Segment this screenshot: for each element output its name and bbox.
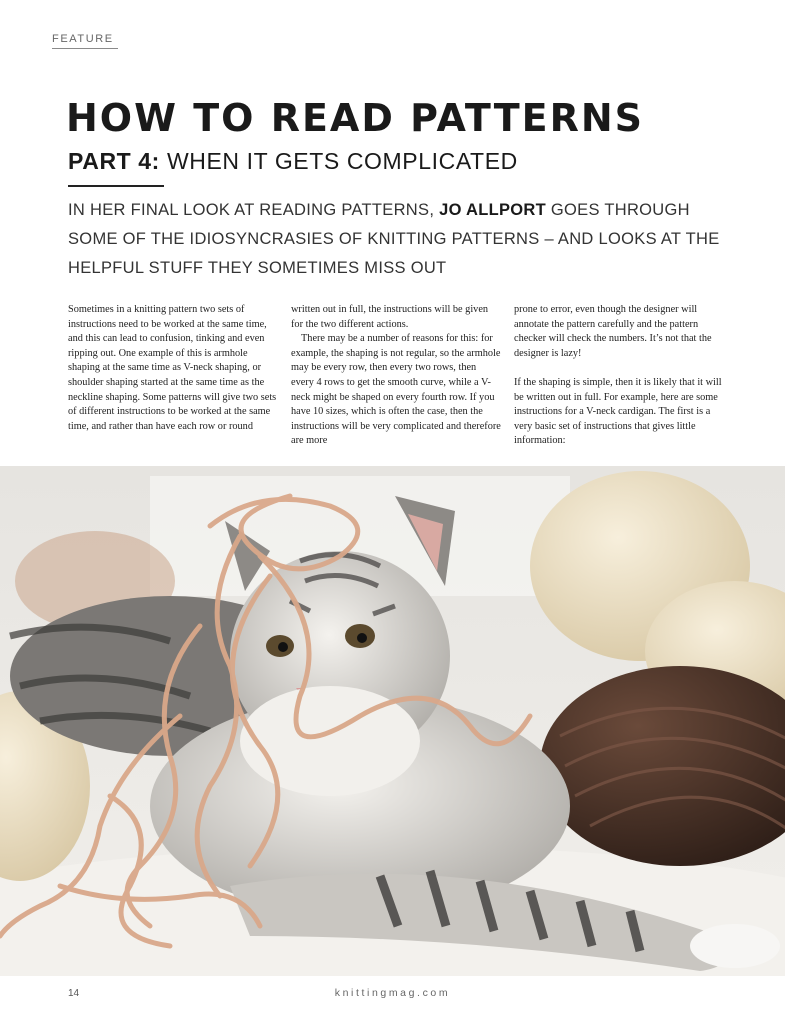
website-footer: knittingmag.com [334,987,451,999]
article-title: HOW TO READ PATTERNS [66,96,645,140]
standfirst-intro: IN HER FINAL LOOK AT READING PATTERNS, [68,201,440,219]
body-paragraph: Sometimes in a knitting pattern two sets of instructions need to be worked at the same time, and this can lead to confusion, tinking and even ripping out. One example of this is armhole shaping at the same time as V-neck shaping, or shoulder shaping started at the same time as the neckline shaping. Some patterns will give two sets of different instructions to be worked at the same time, and rather than have each row or round [68,304,277,432]
standfirst [68,196,728,283]
body-paragraph: prone to error, even though the designer will annotate the pattern carefully and the pattern checker will check the numbers. It’s not that the designer is lazy! [514,304,712,359]
page-number: 14 [68,988,80,999]
subtitle-part-number: PART 4: [68,148,160,174]
standfirst-rest: GOES THROUGH SOME OF THE IDIOSYNCRASIES OF KNITTING PATTERNS – AND LOOKS AT THE HELPFUL STUFF THEY SOMETIMES MISS OUT [68,201,720,277]
body-paragraph: There may be a number of reasons for this: for example, the shaping is not regular, so the armhole may be every row, then every two rows, then every 4 rows to get the smooth curve, while a V-neck might be shaped on every fourth row. If you have 10 sizes, which is often the case, then the instructions will be very complicated and therefore are more [291,333,501,447]
section-label-rule [52,48,118,49]
standfirst-author: JO ALLPORT [439,201,546,219]
body-paragraph: written out in full, the instructions will be given for the two different actions. [291,304,489,330]
body-column-1 [68,303,278,434]
body-column-3 [514,303,724,449]
article-subtitle [68,148,518,175]
kitten-with-yarn-illustration [0,466,785,976]
body-paragraph: If the shaping is simple, then it is likely that it will be written out in full. For example, here are some instructions for a V-neck cardigan. The first is a very basic set of instructions that gives little information: [514,376,722,447]
subtitle-text: WHEN IT GETS COMPLICATED [159,148,518,174]
section-label: FEATURE [52,33,114,45]
body-column-2 [291,303,501,449]
title-rule [68,185,164,187]
feature-photo [0,466,785,976]
